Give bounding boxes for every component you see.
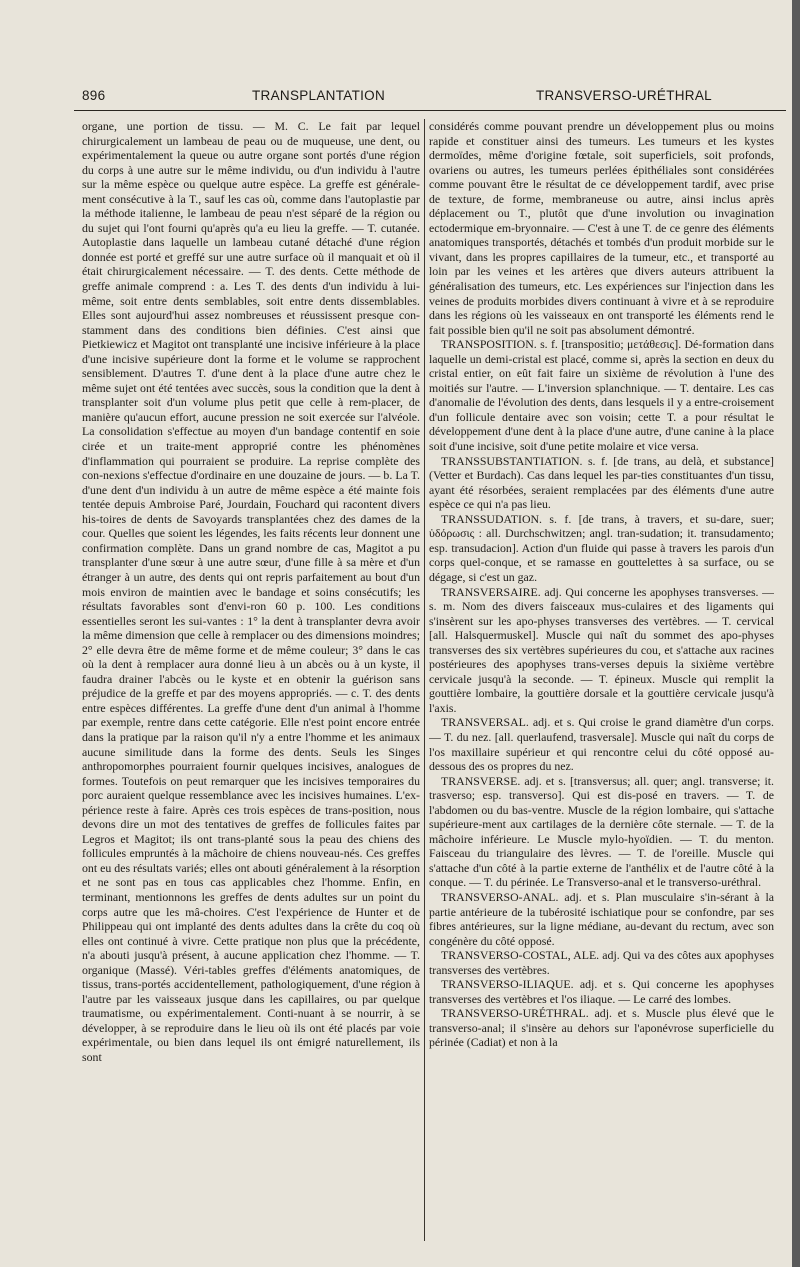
- header-left-title: TRANSPLANTATION: [252, 88, 386, 103]
- header-right-title: TRANSVERSO-URÉTHRAL: [536, 88, 712, 103]
- header-rule: [74, 110, 786, 111]
- entry-transverso-iliaque: TRANSVERSO-ILIAQUE. adj. et s. Qui concerne les apophyses transverses des vertèbres et l'os iliaque. — Le carré des lombes.: [429, 977, 774, 1006]
- left-paragraph: organe, une portion de tissu. — M. C. Le fait par lequel chirurgicalement un lambeau de peau ou de muqueuse, une dent, ou expérimentalement la queue ou autre organe sont portés d'une région du corps à une autre sur le même individu, ou d'un individu à l'autre sur la même espèce ou quelque autre espèce. La greffe est générale-ment consécutive à la T., sauf les cas où, comme dans l'autoplastie par la méthode italienne, le lambeau de peau n'est séparé de la région ou du sujet qui l'ont fourni qu'après qu'a eu lieu la greffe. — T. cutanée. Autoplastie dans laquelle un lambeau cutané détaché d'une région donnée est porté et greffé sur une autre surface où il manquait et où il était chirurgicalement nécessaire. — T. des dents. Cette méthode de greffe animale comprend : a. Les T. des dents d'un individu à lui-même, soit entre dents semblables, soit entre dents dissemblables. Elles sont aujourd'hui assez nombreuses et réussissent presque con-stamment dans des conditions bien définies. C'est ainsi que Pietkiewicz et Magitot ont transplanté une incisive inférieure à la place d'une incisive supérieure dont la forme et le volume se rapprochent sensiblement. D'autres T. d'une dent à la place d'une autre chez le même sujet ont été tentées avec succès, sous la condition que la dent à transplanter soit d'un volume plus petit que celle à rem-placer, de manière qu'aucun effort, aucune pression ne soit exercée sur l'alvéole. La consolidation s'effectue au moyen d'un bandage contentif en soie cirée et un traite-ment approprié contre les phénomènes d'inflammation qui pourraient se produire. La reprise complète des con-nexions s'effectue d'ordinaire en une douzaine de jours. — b. La T. d'une dent d'un individu à un autre de même espèce a été mainte fois tentée depuis Ambroise Paré, Jourdain, Fouchard qui racontent divers his-toires de dents de Savoyards transplantées chez des dames de la cour. Quelles que soient les légendes, les faits récents leur donnent une confirmation complète. Dans un grand nombre de cas, Magitot a pu transplanter d'une sœur à une autre sœur, d'une fille à sa mère et d'un étranger à un autre, des dents qui ont repris parfaitement au bout d'un mois environ de maintien avec le bandage et soins consécutifs; les résultats favorables sont d'envi-ron 60 p. 100. Les conditions essentielles seront les sui-vantes : 1° la dent à transplanter devra avoir la même dimension que celle à remplacer ou des dimensions moindres; 2° elle devra être de même forme et de même couleur; 3° dans le cas où la dent à remplacer aura donné lieu à un abcès ou à un kyste, il faudra drainer l'abcès ou le kyste et en obtenir la guérison sans préjudice de la greffe et par des moyens appropriés. — c. T. des dents entre espèces différentes. La greffe d'une dent d'un animal à l'homme par exemple, rentre dans cette catégorie. Elle n'est point encore entrée dans la pratique par la raison qu'il n'y a entre l'homme et les animaux aucune similitude dans la forme des dents. Seuls les Singes anthropomorphes pourraient fournir quelques incisives, analogues de formes. Toutefois on peut remarquer que les incisives temporaires du porc auraient quelque ressemblance avec les incisives humaines. L'ex-périence reste à faire. Après ces trois espèces de trans-position, nous devons dire un mot des tentatives de greffes de follicules faites par Legros et Magitot; ils ont trans-planté sous la peau des chiens des follicules empruntés à la mâchoire de chiens nouveau-nés. Ces greffes ont eu des résultats variés; elles ont abouti généralement à la résorption et ne sont pas en tous cas applicables chez l'homme. Enfin, en terminant, mentionnons les greffes de dents adultes sur un point du corps autre que les mâ-choires. C'est l'expérience de Hunter et de Philippeau qui ont implanté des dents adultes dans la crête du coq où elles ont continué à vivre. Cette pratique non plus que la précédente, n'a abouti jusqu'à présent, à aucune application chez l'homme. — T. organique (Massé). Véri-tables greffes d'éléments anatomiques, de tissus, trans-portés accidentellement, pathologiquement, d'une région à l'autre par les vaisseaux jusque dans les capillaires, ou par quelque traumatisme, ou expérimentalement. Conti-nuant à se nourrir, à se développer, à se reproduire dans le lieu où ils ont été placés par voie expérimentale, ou bien dans lequel ils ont émigré naturellement, ils sont: [82, 119, 420, 1064]
- page-number: 896: [82, 88, 106, 103]
- right-column: [429, 119, 774, 1241]
- entry-transverso-urethral: TRANSVERSO-URÉTHRAL. adj. et s. Muscle plus élevé que le transverso-anal; il s'insère au dehors sur l'aponévrose superficielle du périnée (Cadiat) et non à la: [429, 1006, 774, 1050]
- entry-transposition: TRANSPOSITION. s. f. [transpositio; μετάθεσις]. Dé-formation dans laquelle un demi-cristal est placé, comme si, après la section en deux du cristal entier, on eût fait faire un sixième de révolution à l'une des moitiés sur l'autre. — L'inversion splanchnique. — T. dentaire. Les cas d'anomalie de l'évolution des dents, dans lesquels il y a entre-croisement d'un follicule dentaire avec son voisin; cette T. a pour résultat le développement d'une dent à la place d'une autre, d'une canine à la place soit d'une incisive, soit d'une petite molaire et vice versa.: [429, 337, 774, 454]
- entry-transversal: TRANSVERSAL. adj. et s. Qui croise le grand diamètre d'un corps. — T. du nez. [all. querlaufend, trasversale]. Muscle qui naît du corps de l'os maxillaire supérieur et qui rencontre celui du côté opposé au-dessous des os propres du nez.: [429, 715, 774, 774]
- page-header: [74, 88, 786, 110]
- entry-transsudation: TRANSSUDATION. s. f. [de trans, à travers, et su-dare, suer; ὑδόρωσις : all. Durchschwitzen; angl. tran-sudation; it. transudamento; esp. transudacion]. Action d'un fluide qui passe à travers les parois d'un corps quel-conque, et se ramasse en gouttelettes à sa surface, ou se dégage, si c'est un gaz.: [429, 511, 774, 584]
- entry-transverso-anal: TRANSVERSO-ANAL. adj. et s. Plan musculaire s'in-sérant à la partie antérieure de la tubérosité ischiatique pour se confondre, par ses fibres antérieures, sur la ligne médiane, au-devant du rectum, avec son congénère du côté opposé.: [429, 889, 774, 948]
- left-column: [82, 119, 420, 1241]
- entry-transverse: TRANSVERSE. adj. et s. [transversus; all. quer; angl. transverse; it. trasverso; esp. transverso]. Qui est dis-posé en travers. — T. de l'abdomen ou du bas-ventre. Muscle de la région lombaire, qui s'attache supérieure-ment aux cartilages de la dernière côte sternale. — T. de la mâchoire inférieure. Le Muscle mylo-hyoïdien. — T. du menton. Faisceau du triangulaire des lèvres. — T. de l'oreille. Muscle qui s'attache d'un côté à la partie externe de l'anthélix et de l'autre côté à la conque. — T. du périnée. Le Transverso-anal et le transverso-uréthral.: [429, 773, 774, 890]
- entry-transsubstantiation: TRANSSUBSTANTIATION. s. f. [de trans, au delà, et substance] (Vetter et Burdach). Cas dans lequel les par-ties constituantes d'un tissu, ayant été résorbées, seraient remplacées par des éléments d'une autre espèce ce qui n'a pas lieu.: [429, 453, 774, 512]
- entry-transversaire: TRANSVERSAIRE. adj. Qui concerne les apophyses transverses. — s. m. Nom des divers faisceaux mus-culaires et des ligaments qui s'insèrent sur les apo-physes transverses des vertèbres. — T. cervical [all. Halsquermuskel]. Muscle qui naît du sommet des apo-physes transverses des six vertèbres supérieures du cou, et s'attache aux racines postérieures des apophyses trans-verses depuis la sixième vertèbre cervicale jusqu'à la seconde. — T. épineux. Muscle qui remplit la gouttière lombaire, la gouttière dorsale et la gouttière cervicale jusqu'à l'axis.: [429, 584, 774, 715]
- right-paragraph: considérés comme pouvant prendre un développement plus ou moins rapide et constituer ainsi des tumeurs. Les tumeurs et les kystes dermoïdes, même d'origine fœtale, soit superficiels, soit profonds, ovariens ou autres, les tumeurs perlées épithéliales sont considérées comme pouvant être le résultat de ce développement tardif, avec prise de texture, de forme, membraneuse ou autre, ainsi inclus après déplacement ou T., plutôt que d'une involution ou invagination ectodermique em-bryonnaire. — C'est à une T. de ce genre des éléments anatomiques transportés, détachés et tombés d'un produit morbide sur le vivant, dans les propres capillaires de la tumeur, etc., et transporté au loin par les veines et les artères que divers auteurs attribuent la généralisation des tumeurs, etc. Les expériences sur l'injection dans les veines de produits morbides divers continuant à vivre et à se reproduire dans les régions où les vaisseaux en ont transporté les éléments rend le fait possible bien qu'il ne soit pas absolument démontré.: [429, 119, 774, 337]
- scan-edge: [792, 0, 800, 1267]
- column-divider: [424, 119, 425, 1241]
- entry-transverso-costal: TRANSVERSO-COSTAL, ALE. adj. Qui va des côtes aux apophyses transverses des vertèbres.: [429, 948, 774, 977]
